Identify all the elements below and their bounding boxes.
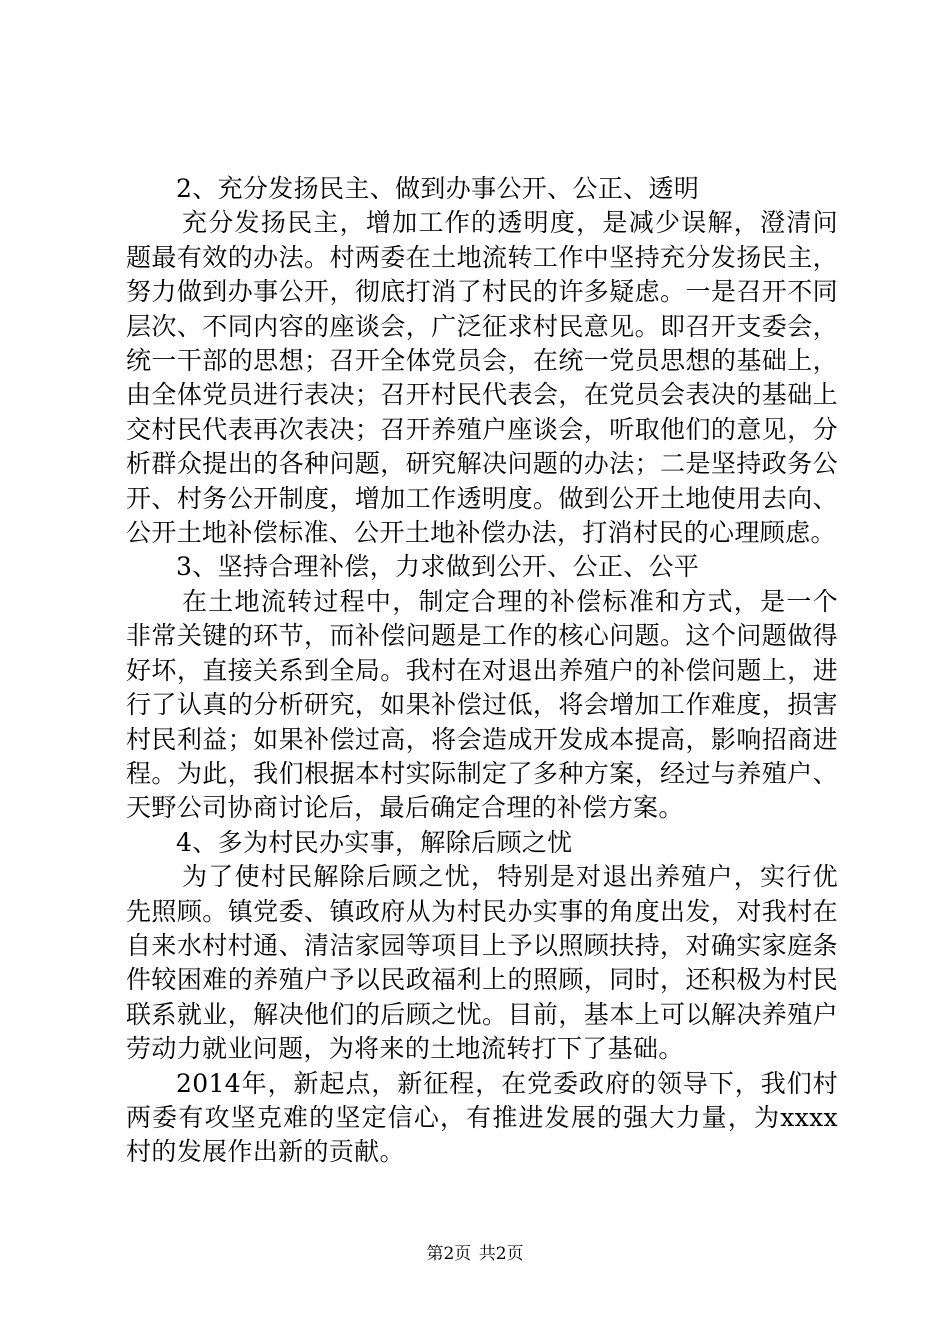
closing-paragraph: 2014年，新起点，新征程，在党委政府的领导下，我们村两委有攻坚克难的坚定信心，有推进发展的强大力量，为xxxx村的发展作出新的贡献。	[126, 1068, 838, 1167]
section-heading-3: 3、坚持合理补偿，力求做到公开、公正、公平	[176, 552, 700, 582]
section-paragraph-3: 在土地流转过程中，制定合理的补偿标准和方式，是一个非常关键的环节，而补偿问题是工作的核心问题。这个问题做得好坏，直接关系到全局。我村在对退出养殖户的补偿问题上，进行了认真的分析研究，如果补偿过低，将会增加工作难度，损害村民利益；如果补偿过高，将会造成开发成本提高，影响招商进程。为此，我们根据本村实际制定了多种方案，经过与养殖户、天野公司协商讨论后，最后确定合理的补偿方案。	[126, 586, 838, 823]
section-heading-4: 4、多为村民办实事，解除后顾之忧	[176, 827, 573, 857]
section-paragraph-4: 为了使村民解除后顾之忧，特别是对退出养殖户，实行优先照顾。镇党委、镇政府从为村民办实事的角度出发，对我村在自来水村村通、清洁家园等项目上予以照顾扶持，对确实家庭条件较困难的养殖户予以民政福利上的照顾，同时，还积极为村民联系就业，解决他们的后顾之忧。目前，基本上可以解决养殖户劳动力就业问题，为将来的土地流转打下了基础。	[126, 862, 838, 1064]
section-heading-2: 2、充分发扬民主、做到办事公开、公正、透明	[176, 174, 700, 203]
page-number-footer: 第2页 共2页	[426, 1244, 524, 1264]
document-body	[126, 172, 838, 1170]
section-paragraph-2: 充分发扬民主，增加工作的透明度，是减少误解，澄清问题最有效的办法。村两委在土地流转工作中坚持充分发扬民主，努力做到办事公开，彻底打消了村民的许多疑虑。一是召开不同层次、不同内容的座谈会，广泛征求村民意见。即召开支委会，统一干部的思想；召开全体党员会，在统一党员思想的基础上，由全体党员进行表决；召开村民代表会，在党员会表决的基础上交村民代表再次表决；召开养殖户座谈会，听取他们的意见，分析群众提出的各种问题，研究解决问题的办法；二是坚持政务公开、村务公开制度，增加工作透明度。做到公开土地使用去向、公开土地补偿标准、公开土地补偿办法，打消村民的心理顾虑。	[126, 208, 838, 548]
